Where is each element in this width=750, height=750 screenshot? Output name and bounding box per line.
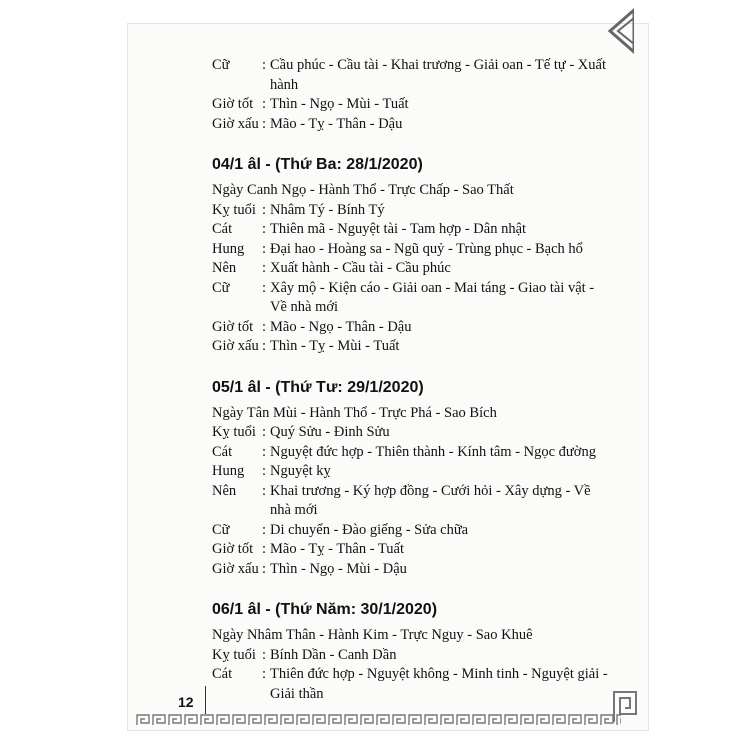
entry-label: Hung <box>212 463 245 479</box>
top-block <box>212 56 612 134</box>
page-number: 12 <box>178 694 194 710</box>
entry-row: Hung : Nguyệt kỵ <box>212 462 612 482</box>
entry-row: Nên : Khai trương - Ký hợp đồng - Cưới hỏi - Xây dựng - Về nhà mới <box>212 482 612 521</box>
entry-label: Giờ xấu <box>212 338 259 354</box>
entry-row: Cát : Nguyệt đức hợp - Thiên thành - Kính tâm - Ngọc đường <box>212 443 612 463</box>
entry-label: Nên <box>212 482 237 499</box>
greek-key-border <box>136 714 621 726</box>
day-section <box>212 154 612 357</box>
entry-label: Nên <box>212 260 237 276</box>
day-heading: 06/1 âl - (Thứ Năm: 30/1/2020) <box>212 601 438 618</box>
entry-value: Thiên mã - Nguyệt tài - Tam hợp - Dân nhật <box>270 221 527 237</box>
entry-label: Hung <box>212 240 245 257</box>
entry-row: Giờ xấu : Thìn - Ngọ - Mùi - Dậu <box>212 560 612 580</box>
entry-label: Giờ xấu <box>212 560 259 577</box>
entry-value: Quý Sửu - Đinh Sửu <box>270 424 390 440</box>
entry-row: Cát : Thiên mã - Nguyệt tài - Tam hợp - Dân nhật <box>212 220 612 240</box>
entry-label: Giờ xấu <box>212 115 259 132</box>
entry-value: Khai trương - Ký hợp đồng - Cưới hỏi - Xây dựng - Về nhà mới <box>270 482 591 518</box>
footer-divider <box>205 686 206 714</box>
entry-row: Giờ tốt : Mão - Tỵ - Thân - Tuất <box>212 540 612 560</box>
day-summary: Ngày Tân Mùi - Hành Thổ - Trực Phá - Sao Bích <box>212 404 497 421</box>
entry-value: Di chuyển - Đào giếng - Sửa chữa <box>270 521 469 538</box>
entry-value: Đại hao - Hoàng sa - Ngũ quỷ - Trùng phục - Bạch hổ <box>270 240 583 257</box>
entry-row: Kỵ tuổi : Quý Sửu - Đinh Sửu <box>212 423 612 443</box>
entry-label: Cát <box>212 221 233 237</box>
entry-value: Mão - Tỵ - Thân - Tuất <box>270 541 404 557</box>
entry-row: Kỵ tuổi : Nhâm Tý - Bính Tý <box>212 201 612 221</box>
day-heading: 04/1 âl - (Thứ Ba: 28/1/2020) <box>212 156 423 173</box>
entry-label: Cát <box>212 666 233 682</box>
corner-ornament-top <box>600 8 634 54</box>
entry-value: Thìn - Ngọ - Mùi - Tuất <box>270 96 409 112</box>
entry-value: Mão - Ngọ - Thân - Dậu <box>270 318 412 335</box>
greek-key-corner <box>612 690 638 724</box>
entry-label: Cát <box>212 443 233 460</box>
entry-row: Hung : Đại hao - Hoàng sa - Ngũ quỷ - Trùng phục - Bạch hổ <box>212 240 612 260</box>
entry-value: Xuất hành - Cầu tài - Cầu phúc <box>270 260 451 276</box>
day-summary: Ngày Canh Ngọ - Hành Thổ - Trực Chấp - Sao Thất <box>212 182 514 198</box>
entry-row: Nên : Xuất hành - Cầu tài - Cầu phúc <box>212 259 612 279</box>
entry-row: Cát : Thiên đức hợp - Nguyệt không - Minh tinh - Nguyệt giải - Giải thần <box>212 665 612 704</box>
entry-row: Giờ tốt : Thìn - Ngọ - Mùi - Tuất <box>212 95 612 115</box>
entry-label: Kỵ tuổi <box>212 424 256 440</box>
entry-label: Cữ <box>212 521 230 538</box>
entry-value: Nguyệt kỵ <box>270 463 331 479</box>
entry-value: Nhâm Tý - Bính Tý <box>270 201 385 218</box>
day-summary: Ngày Nhâm Thân - Hành Kim - Trực Nguy - Sao Khuê <box>212 627 533 643</box>
entry-value: Cầu phúc - Cầu tài - Khai trương - Giải oan - Tế tự - Xuất hành <box>270 57 606 93</box>
day-section <box>212 599 612 704</box>
entry-row: Giờ xấu : Mão - Tỵ - Thân - Dậu <box>212 115 612 135</box>
entry-value: Thiên đức hợp - Nguyệt không - Minh tinh - Nguyệt giải - Giải thần <box>270 666 608 702</box>
entry-value: Nguyệt đức hợp - Thiên thành - Kính tâm - Ngọc đường <box>270 443 596 460</box>
entry-value: Bính Dần - Canh Dần <box>270 646 397 663</box>
entry-value: Thìn - Tỵ - Mùi - Tuất <box>270 338 400 354</box>
entry-label: Giờ tốt <box>212 318 254 335</box>
entry-label: Cữ <box>212 57 230 73</box>
almanac-content <box>212 56 612 704</box>
day-section <box>212 377 612 580</box>
entry-value: Thìn - Ngọ - Mùi - Dậu <box>270 560 407 577</box>
entry-row: Kỵ tuổi : Bính Dần - Canh Dần <box>212 646 612 666</box>
day-heading: 05/1 âl - (Thứ Tư: 29/1/2020) <box>212 378 424 396</box>
entry-row: Cữ : Xây mộ - Kiện cáo - Giải oan - Mai táng - Giao tài vật - Về nhà mới <box>212 279 612 318</box>
entry-row: Cữ : Cầu phúc - Cầu tài - Khai trương - Giải oan - Tế tự - Xuất hành <box>212 56 612 95</box>
entry-row: Giờ tốt : Mão - Ngọ - Thân - Dậu <box>212 318 612 338</box>
entry-row: Cữ : Di chuyển - Đào giếng - Sửa chữa <box>212 521 612 541</box>
entry-label: Giờ tốt <box>212 96 254 112</box>
entry-value: Xây mộ - Kiện cáo - Giải oan - Mai táng - Giao tài vật - Về nhà mới <box>270 279 595 315</box>
entry-row: Giờ xấu : Thìn - Tỵ - Mùi - Tuất <box>212 337 612 357</box>
entry-value: Mão - Tỵ - Thân - Dậu <box>270 115 403 132</box>
entry-label: Cữ <box>212 279 230 296</box>
entry-label: Kỵ tuổi <box>212 201 256 218</box>
entry-label: Giờ tốt <box>212 541 254 557</box>
entry-label: Kỵ tuổi <box>212 646 256 663</box>
